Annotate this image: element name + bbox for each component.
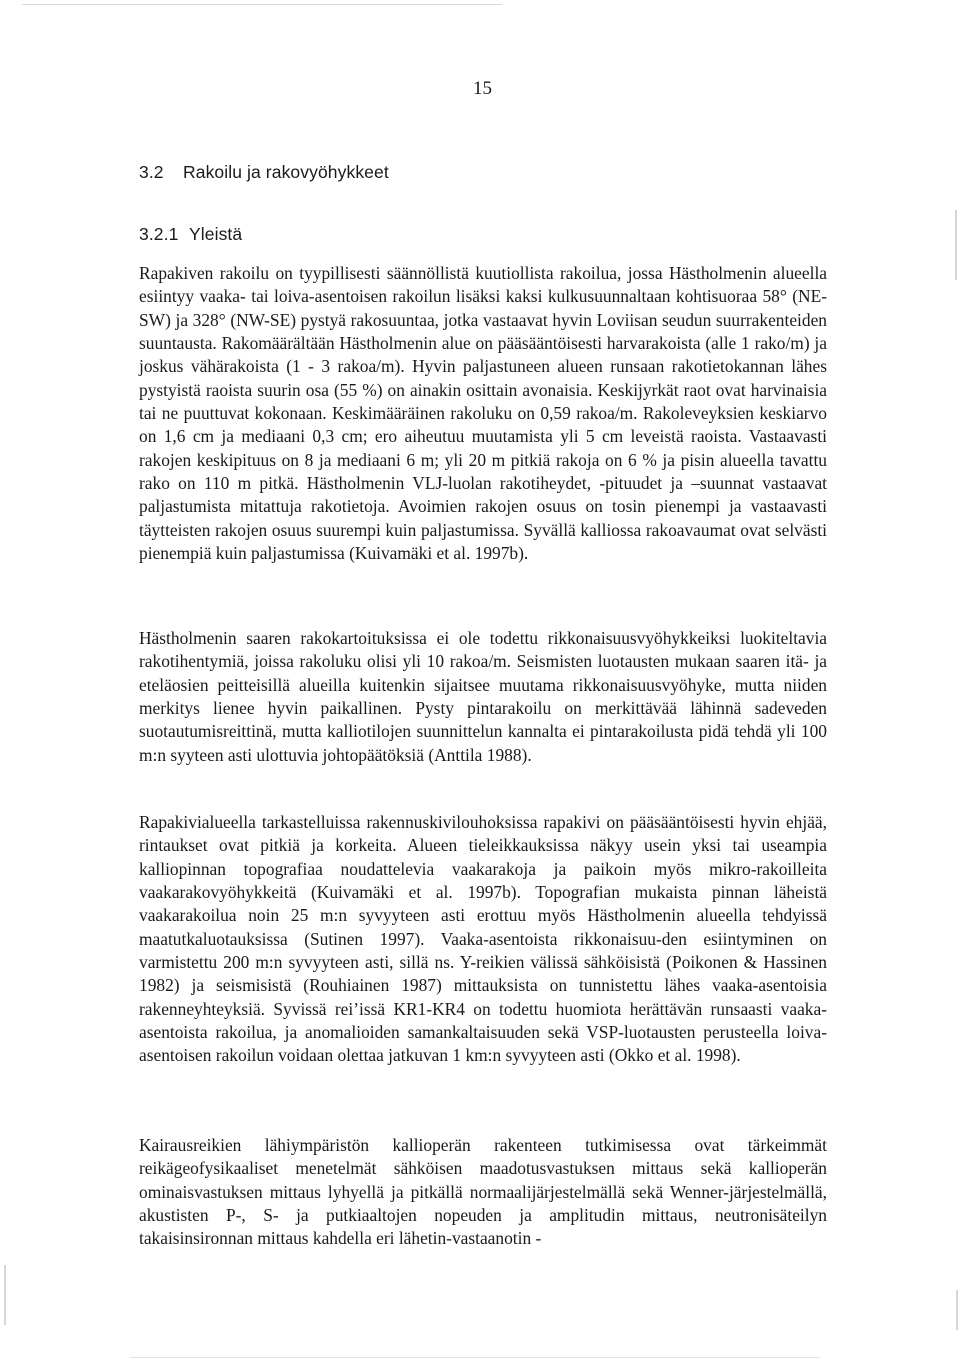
paragraph: Rapakivialueella tarkastelluissa rakennuskivilouhoksissa rapakivi on pääsääntöisesti hyvin ehjää, rintaukset ovat pitkiä ja korkeita. Alueen tieleikkauksissa näkyy usein yksi tai useampia kalliopinnan topografiaa noudattelevia vaakarakoja ja paikoin myös mikro-rakoilleita vaakarakovyöhykkeitä (Kuivamäki et al. 1997b). Topografian mukaista pinnan läheistä vaakarakoilua noin 25 m:n syvyyteen asti erottuu myös Hästholmenin alueella tehdyissä maatutkaluotauksissa (Sutinen 1997). Vaaka-asentoista rikkonaisuu-den esiintyminen on varmistettu 200 m:n syvyyteen asti, sillä ns. Y-reikien välissä sähköisistä (Poikonen & Hassinen 1982) ja seismisistä (Rouhiainen 1987) mittauksista on tunnistettu lähes vaaka-asentoisia rakenneyhteyksiä. Syvissä rei’issä KR1-KR4 on todettu huomiota herättävän runsaasti vaaka-asentoista rakoilua, ja anomalioiden samankaltaisuuden sekä VSP-luotausten perusteella loiva-asentoisen rakoilun voidaan olettaa jatkuvan 1 km:n syvyyteen asti (Okko et al. 1998). [139,812,827,1066]
section-title: Rakoilu ja rakovyöhykkeet [183,162,389,182]
scan-artifact [956,1290,958,1330]
scan-top-rule [22,4,502,5]
paragraph: Rapakiven rakoilu on tyypillisesti säännöllistä kuutiollista rakoilua, jossa Hästholmenin alueella esiintyy vaaka- tai loiva-asentoisen rakoilun lisäksi kaksi kulkusuunnaltaan kohtisuoraa 58° (NE-SW) ja 328° (NW-SE) pystyä rakosuuntaa, jotka vastaavat hyvin Loviisan seudun suurrakenteiden suuntausta. Rakomäärältään Hästholmenin alue on pääsääntöisesti harvarakoista (alle 1 rako/m) ja joskus vähärakoista (1 - 3 rakoa/m). Hyvin paljastuneen alueen runsaan rakotietokannan lähes pystyistä raoista suurin osa (55 %) on ainakin osittain avonaisia. Keskijyrkät raot ovat harvinaisia tai ne puuttuvat kokonaan. Keskimääräinen rakoluku on 0,59 rakoa/m. Rakoleveyksien keskiarvo on 1,6 cm ja mediaani 0,3 cm; ero aiheutuu muutamista yli 5 cm leveistä raoista. Vastaavasti rakojen keskipituus on 8 ja mediaani 6 m; yli 20 m pitkiä rakoja on 6 % ja pisin alueella tavattu rako on 110 m pitkä. Hästholmenin VLJ-luolan rakotiheydet, -pituudet ja –suunnat vastaavat paljastumista mitattuja rakotietoja. Avoimien rakojen osuus on tosin pienempi ja vastaavasti täytteisten rakojen osuus suurempi kuin paljastumissa. Syvällä kalliossa rakoavaumat ovat selvästi pienempiä kuin paljastumissa (Kuivamäki et al. 1997b). [139,263,827,564]
subsection-title: Yleistä [189,224,243,244]
subsection-number: 3.2.1 [139,224,179,244]
scan-artifact [4,1265,6,1325]
subsection-heading [139,224,242,245]
paragraph: Hästholmenin saaren rakokartoituksissa ei ole todettu rikkonaisuusvyöhykkeiksi luokiteltavia rakotihentymiä, joissa rakoluku olisi yli 10 rakoa/m. Seismisten luotausten mukaan saaren itä- ja eteläosien peitteisillä alueilla kuitenkin sijaitsee muutama rikkonaisuusvyöhyke, mutta niiden merkitys lienee hyvin paikallinen. Pysty pintarakoilu on merkittävää lähinnä sadeveden suotautumisreittinä, mutta kalliotilojen suunnittelun kannalta ei pintarakoilusta pidä tehdä yli 100 m:n syyteen asti ulottuvia johtopäätöksiä (Anttila 1988). [139,628,827,765]
page-number: 15 [473,78,492,99]
scan-artifact [130,1357,820,1358]
section-number: 3.2 [139,162,164,182]
paragraph: Kairausreikien lähiympäristön kallioperän rakenteen tutkimisessa ovat tärkeimmät reikägeofysikaaliset menetelmät sähköisen maadotusvastuksen mittaus sekä kallioperän ominaisvastuksen mittaus lyhyellä ja pitkällä normaalijärjestelmällä sekä Wenner-järjestelmällä, akustisten P-, S- ja putkiaaltojen nopeuden ja amplitudin mittaus, neutronisäteilyn takaisinsironnan mittaus kahdella eri lähetin-vastaanotin - [139,1135,827,1249]
scan-artifact [955,210,957,280]
section-heading [139,162,389,183]
